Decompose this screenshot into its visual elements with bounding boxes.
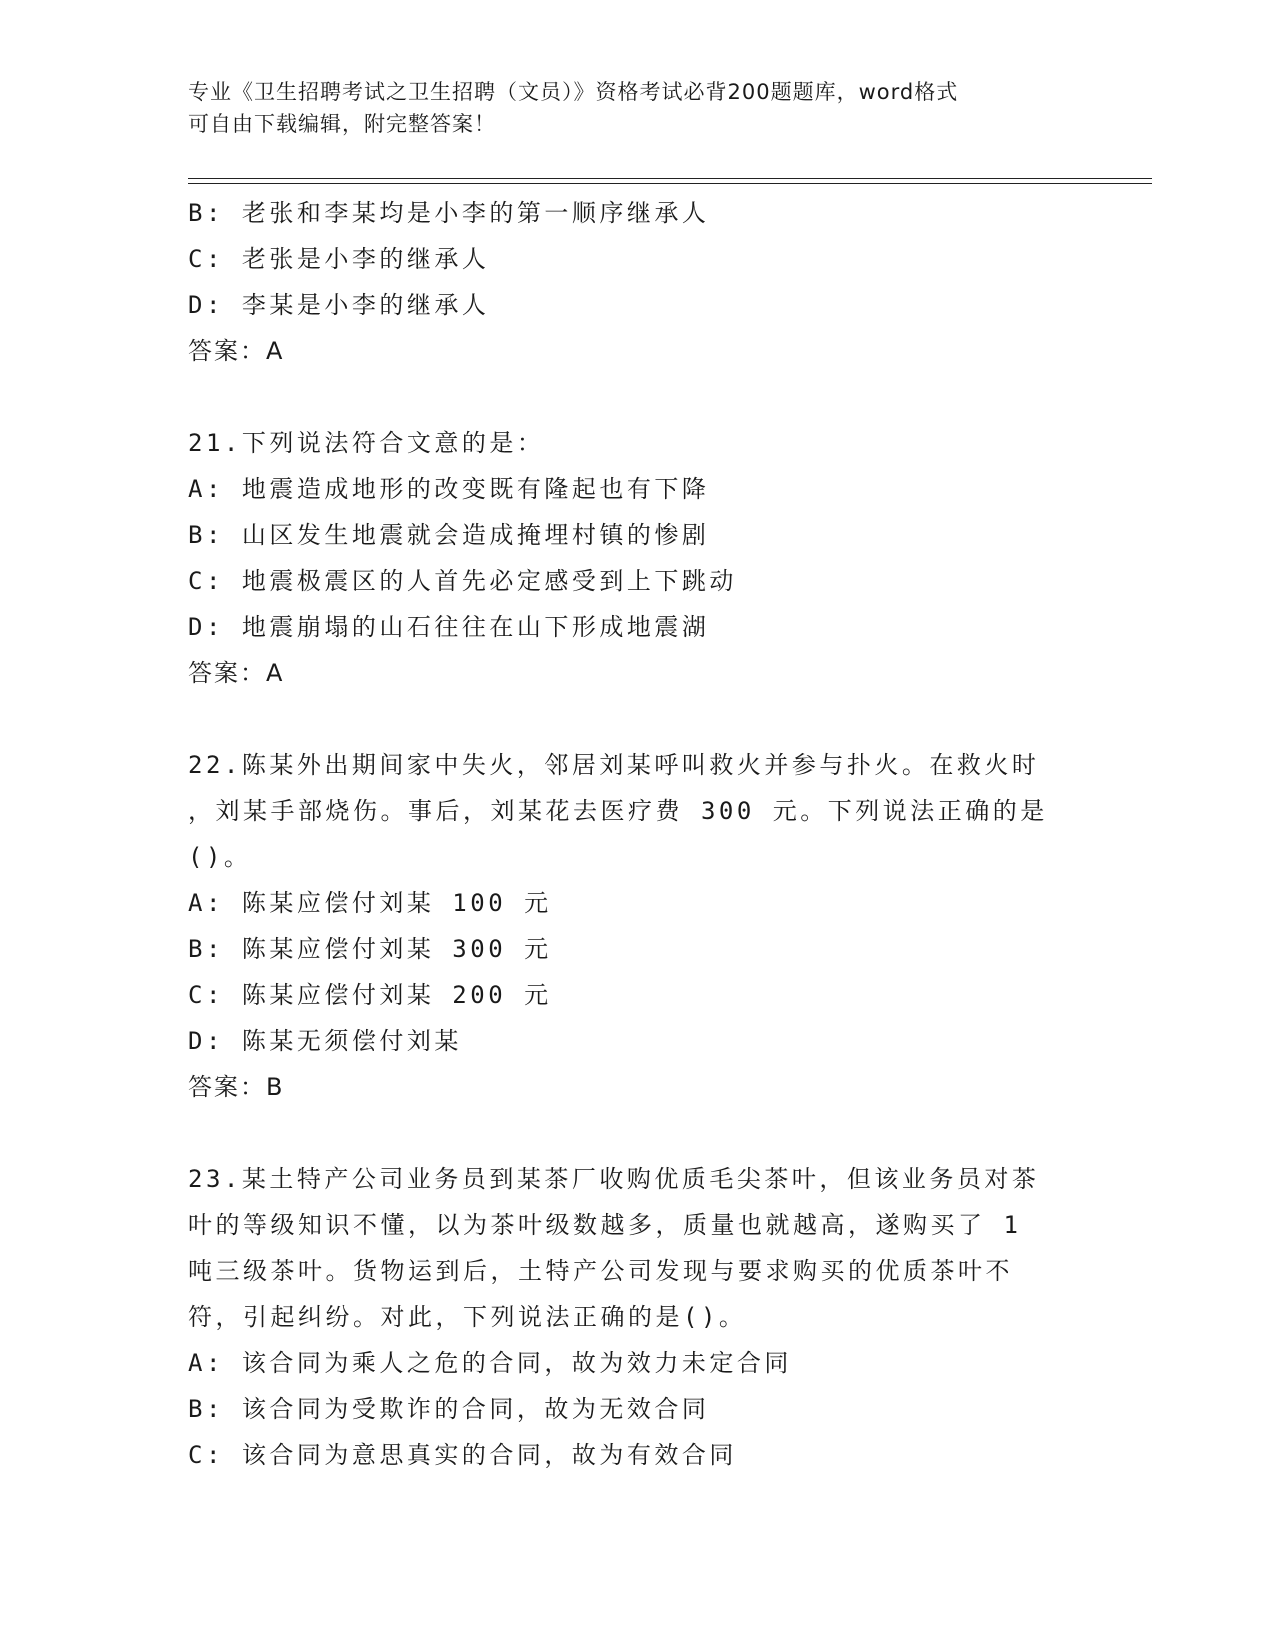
- answer: 答案：A: [188, 659, 285, 687]
- option-c: C: 该合同为意思真实的合同，故为有效合同: [188, 1441, 737, 1469]
- option-c: C: 陈某应偿付刘某 200 元: [188, 981, 552, 1009]
- question-list: [188, 190, 1088, 1478]
- header-line-1: 专业《卫生招聘考试之卫生招聘（文员）》资格考试必背200题题库，word格式: [188, 80, 959, 104]
- question-stem-line-4: 符，引起纠纷。对此，下列说法正确的是()。: [188, 1303, 747, 1331]
- option-b: B: 山区发生地震就会造成掩埋村镇的惨剧: [188, 521, 710, 549]
- answer: 答案：B: [188, 1073, 285, 1101]
- option-b: B: 老张和李某均是小李的第一顺序继承人: [188, 199, 710, 227]
- option-c: C: 地震极震区的人首先必定感受到上下跳动: [188, 567, 737, 595]
- option-b: B: 陈某应偿付刘某 300 元: [188, 935, 552, 963]
- option-b: B: 该合同为受欺诈的合同，故为无效合同: [188, 1395, 710, 1423]
- option-a: A: 陈某应偿付刘某 100 元: [188, 889, 552, 917]
- question-stem-line-2: ，刘某手部烧伤。事后，刘某花去医疗费 300 元。下列说法正确的是: [188, 797, 1048, 825]
- question-stem-line-1: 22.陈某外出期间家中失火，邻居刘某呼叫救火并参与扑火。在救火时: [188, 751, 1040, 779]
- question-23: [188, 1156, 1088, 1478]
- question-22: [188, 742, 1088, 1110]
- header-divider-top: [188, 178, 1152, 179]
- option-a: A: 地震造成地形的改变既有隆起也有下降: [188, 475, 710, 503]
- document-header: [188, 76, 1088, 140]
- question-20-continued: [188, 190, 1088, 374]
- question-21: [188, 420, 1088, 696]
- question-stem-line-1: 23.某土特产公司业务员到某茶厂收购优质毛尖茶叶，但该业务员对茶: [188, 1165, 1040, 1193]
- option-d: D: 地震崩塌的山石往往在山下形成地震湖: [188, 613, 710, 641]
- option-a: A: 该合同为乘人之危的合同，故为效力未定合同: [188, 1349, 792, 1377]
- option-d: D: 李某是小李的继承人: [188, 291, 490, 319]
- question-stem-line-3: ()。: [188, 843, 252, 871]
- option-c: C: 老张是小李的继承人: [188, 245, 490, 273]
- header-line-2: 可自由下载编辑，附完整答案！: [188, 112, 496, 136]
- question-stem-line-3: 吨三级茶叶。货物运到后，土特产公司发现与要求购买的优质茶叶不: [188, 1257, 1013, 1285]
- answer: 答案：A: [188, 337, 285, 365]
- question-stem: 21.下列说法符合文意的是：: [188, 429, 545, 457]
- question-stem-line-2: 叶的等级知识不懂，以为茶叶级数越多，质量也就越高，遂购买了 1: [188, 1211, 1022, 1239]
- header-divider-bottom: [188, 183, 1152, 184]
- option-d: D: 陈某无须偿付刘某: [188, 1027, 462, 1055]
